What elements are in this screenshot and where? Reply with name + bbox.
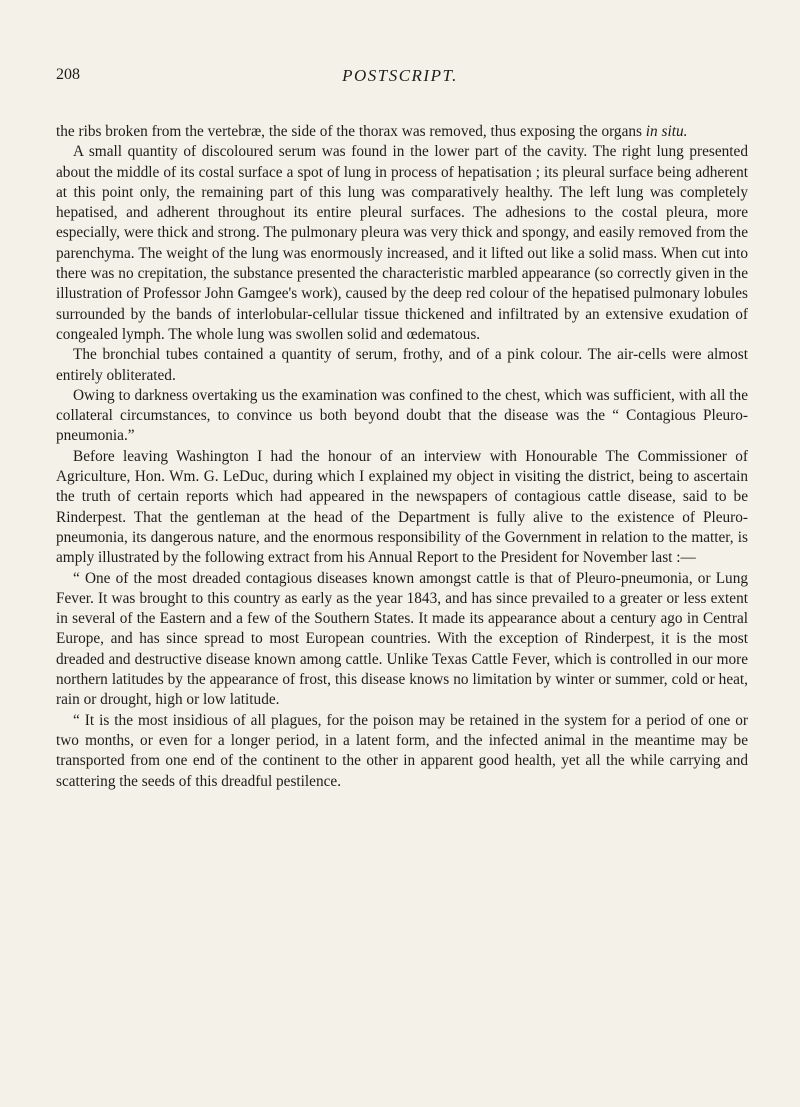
paragraph-4: Owing to darkness overtaking us the examination was confined to the chest, which was sufficient, with all the collateral circumstances, to convince us both beyond doubt that the disease was the “ Contagious Pleuro-pneumonia.” — [56, 386, 748, 445]
paragraph-7: “ It is the most insidious of all plagues, for the poison may be retained in the system for a period of one or two months, or even for a longer period, in a latent form, and the infected animal in the meantime may be transported from one end of the continent to the other in apparent good health, yet all the while carrying and scattering the seeds of this dreadful pestilence. — [56, 711, 748, 790]
page-number: 208 — [56, 66, 80, 83]
paragraph-6: “ One of the most dreaded contagious diseases known amongst cattle is that of Pleuro-pneumonia, or Lung Fever. It was brought to this country as early as the year 1843, and has since prevailed to a greater or less extent in several of the Eastern and a few of the Southern States. It made its appearance about a century ago in Central Europe, and has since spread to most European countries. With the exception of Rinderpest, it is the most dreaded and destructive disease known among cattle. Unlike Texas Cattle Fever, which is controlled in our more northern latitudes by the appearance of frost, this disease knows no limitation by winter or summer, cold or heat, rain or drought, high or low latitude. — [56, 569, 748, 709]
body-text — [56, 122, 748, 792]
paragraph-2: A small quantity of discoloured serum was found in the lower part of the cavity. The right lung presented about the middle of its costal surface a spot of lung in process of hepatisation ; its pleural surface being adherent at this point only, the remaining part of this lung was comparatively healthy. The left lung was completely hepatised, and adherent throughout its entire pleural surfaces. The adhesions to the costal pleura, more especially, were thick and strong. The pulmonary pleura was very thick and spongy, and easily removed from the parenchyma. The weight of the lung was enormously increased, and it lifted out like a solid mass. When cut into there was no crepitation, the substance presented the characteristic marbled appearance (so correctly given in the illustration of Professor John Gamgee's work), caused by the deep red colour of the hepatised pulmonary lobules surrounded by the bands of interlobular-cellular tissue thickened and infiltrated by an extensive exudation of congealed lymph. The whole lung was swollen solid and œdematous. — [56, 143, 748, 343]
paragraph-3: The bronchial tubes contained a quantity of serum, frothy, and of a pink colour. The air-cells were almost entirely obliterated. — [56, 346, 748, 384]
paragraph-1-text: the ribs broken from the vertebræ, the side of the thorax was removed, thus exposing the organs — [56, 123, 646, 140]
paragraph-1 — [56, 122, 748, 142]
running-head — [56, 66, 744, 88]
running-title: POSTSCRIPT. — [342, 66, 458, 85]
paragraph-5: Before leaving Washington I had the honour of an interview with Honourable The Commissioner of Agriculture, Hon. Wm. G. LeDuc, during which I explained my object in visiting the district, being to ascertain the truth of certain reports which had appeared in the newspapers of contagious cattle disease, said to be Rinderpest. That the gentleman at the head of the Department is fully alive to the existence of Pleuro-pneumonia, its dangerous nature, and the enormous responsibility of the Government in relation to the matter, is amply illustrated by the following extract from his Annual Report to the President for November last :— — [56, 447, 748, 567]
paragraph-1-italic: in situ. — [645, 123, 688, 140]
